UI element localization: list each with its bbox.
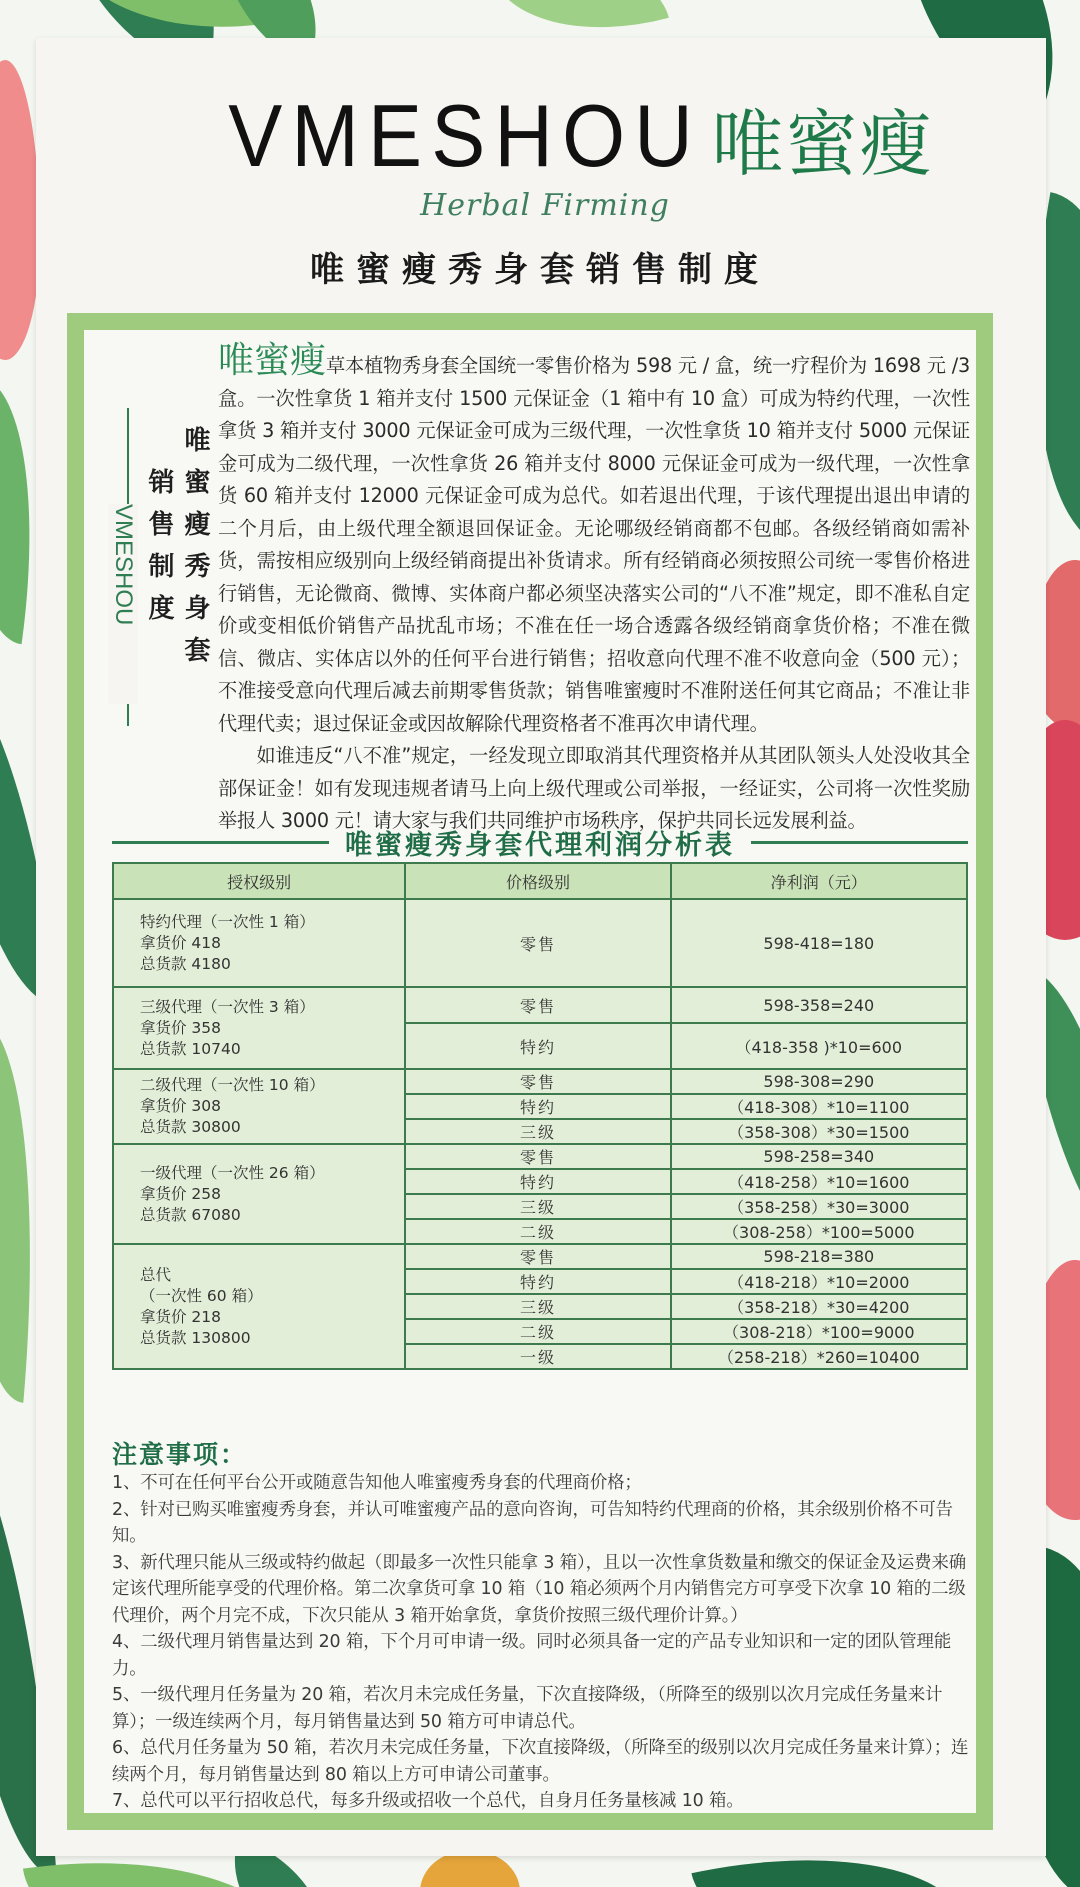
agent-level-line: 拿货价 308 (140, 1097, 222, 1115)
table-section-header (112, 820, 968, 864)
agent-level-cell (113, 1244, 405, 1369)
agent-level-line: 拿货价 418 (140, 933, 222, 952)
note-item: 7、总代可以平行招收总代，每多升级或招收一个总代，自身月任务量核减 10 箱。 (112, 1791, 744, 1811)
net-profit-cell: （358-218）*30=4200 (671, 1294, 967, 1319)
side-label-en: VMESHOU (108, 504, 138, 704)
price-tier-cell: 三级 (405, 1119, 670, 1144)
intro-paragraph-1: 草本植物秀身套全国统一零售价格为 598 元 / 盒，统一疗程价为 1698 元 /3 盒。一次性拿货 1 箱并支付 1500 元保证金（1 箱中有 10 盒）可成为特约代理，一次性拿货 3 箱并支付 3000 元保证金可成为三级代理，一次性拿货 10 箱并支付 5000 元保证金可成为二级代理，一次性拿货 26 箱并支付 8000 元保证金可成为一级代理，一次性拿货 60 箱并支付 12000 元保证金可成为总代。如若退出代理，于该代理提出退出申请的二个月后，由上级代理全额退回保证金。无论哪级经销商都不包邮。各级经销商如需补货，需按相应级别向上级经销商提出补货请求。所有经销商必须按照公司统一零售价格进行销售，无论微商、微博、实体商户都必须坚决落实公司的“八不准”规定，即不准私自定价或变相低价销售产品扰乱市场；不准在任一场合透露各级经销商拿货价格；不准在微信、微店、实体店以外的任何平台进行销售；招收意向代理不准不收意向金（500 元）；不准接受意向代理后减去前期零售货款；销售唯蜜瘦时不准附送任何其它商品；不准让非代理代卖；退过保证金或因故解除代理资格者不准再次申请代理。 (218, 354, 970, 735)
table-row (113, 1069, 967, 1094)
table-row (113, 987, 967, 1023)
net-profit-cell: 598-358=240 (671, 987, 967, 1023)
agent-level-line: 二级代理（一次性 10 箱） (140, 1076, 325, 1094)
agent-level-line: 总代 (140, 1265, 172, 1284)
column-header: 净利润（元） (671, 863, 967, 899)
agent-level-line: 总货款 67080 (140, 1205, 241, 1224)
net-profit-cell: （358-258）*30=3000 (671, 1194, 967, 1219)
table-row (113, 1144, 967, 1169)
agent-level-line: 三级代理（一次性 3 箱） (140, 997, 315, 1016)
note-item: 6、总代月任务量为 50 箱，若次月未完成任务量，下次直接降级，（所降至的级别以次月完成任务量来计算）；连续两个月，每月销售量达到 80 箱以上方可申请公司董事。 (112, 1738, 969, 1785)
price-tier-cell: 零售 (405, 1069, 670, 1094)
note-item: 5、一级代理月任务量为 20 箱，若次月未完成任务量，下次直接降级，（所降至的级别以次月完成任务量来计算）；一级连续两个月，每月销售量达到 50 箱方可申请总代。 (112, 1685, 943, 1732)
note-item: 1、不可在任何平台公开或随意告知他人唯蜜瘦秀身套的代理商价格； (112, 1473, 642, 1493)
column-header: 价格级别 (405, 863, 670, 899)
side-label-column-right: 唯蜜瘦秀身套 (180, 426, 210, 678)
side-label (108, 404, 218, 724)
price-tier-cell: 二级 (405, 1219, 670, 1244)
agent-level-line: 总货款 130800 (140, 1328, 251, 1347)
table-header-row (113, 863, 967, 899)
price-tier-cell: 一级 (405, 1344, 670, 1369)
price-tier-cell: 三级 (405, 1194, 670, 1219)
price-tier-cell: 零售 (405, 987, 670, 1023)
price-tier-cell: 零售 (405, 1244, 670, 1269)
note-item: 2、针对已购买唯蜜瘦秀身套，并认可唯蜜瘦产品的意向咨询，可告知特约代理商的价格，其余级别价格不可告知。 (112, 1499, 953, 1546)
brand-name-cn: 唯蜜瘦 (711, 102, 934, 186)
price-tier-cell: 零售 (405, 1144, 670, 1169)
agent-level-line: 总货款 4180 (140, 954, 231, 973)
flower-decoration (0, 60, 40, 360)
agent-level-cell (113, 1069, 405, 1144)
net-profit-cell: （258-218）*260=10400 (671, 1344, 967, 1369)
agent-level-line: 拿货价 358 (140, 1018, 222, 1037)
brand-logo (120, 86, 1000, 186)
agent-level-cell (113, 899, 405, 987)
agent-level-cell (113, 987, 405, 1069)
agent-level-line: 特约代理（一次性 1 箱） (140, 912, 315, 931)
notes-title: 注意事项： (112, 1440, 248, 1469)
brand-name-en: VMESHOU (227, 86, 702, 185)
table-row (113, 899, 967, 987)
price-tier-cell: 三级 (405, 1294, 670, 1319)
side-label-column-left: 销售制度 (144, 468, 174, 636)
intro-text (218, 340, 970, 838)
price-tier-cell: 特约 (405, 1023, 670, 1069)
net-profit-cell: （418-258）*10=1600 (671, 1169, 967, 1194)
agent-level-line: 总货款 10740 (140, 1039, 241, 1058)
price-tier-cell: 特约 (405, 1269, 670, 1294)
agent-level-line: 总货款 30800 (140, 1118, 241, 1136)
table-title: 唯蜜瘦秀身套代理利润分析表 (345, 829, 735, 861)
net-profit-cell: （308-258）*100=5000 (671, 1219, 967, 1244)
agent-level-cell (113, 1144, 405, 1244)
profit-table (112, 862, 968, 1370)
notes-section (112, 1440, 972, 1815)
intro-lead: 唯蜜瘦 (218, 340, 327, 381)
net-profit-cell: 598-258=340 (671, 1144, 967, 1169)
intro-paragraph-2: 如谁违反“八不准”规定，一经发现立即取消其代理资格并从其团队领头人处没收其全部保证金！如有发现违规者请马上向上级代理或公司举报，一经证实，公司将一次性奖励举报人 3000 元！请大家与我们共同维护市场秩序，保护共同长远发展利益。 (218, 744, 970, 832)
notes-list (112, 1470, 972, 1815)
price-tier-cell: 零售 (405, 899, 670, 987)
price-tier-cell: 特约 (405, 1094, 670, 1119)
note-item: 3、新代理只能从三级或特约做起（即最多一次性只能拿 3 箱），且以一次性拿货数量和缴交的保证金及运费来确定该代理所能享受的代理价格。第二次拿货可拿 10 箱（10 箱必须两个月内销售完方可享受下次拿 10 箱的二级代理价，两个月完不成，下次只能从 3 箱开始拿货，拿货价按照三级代理价计算。） (112, 1552, 967, 1626)
net-profit-cell: 598-308=290 (671, 1069, 967, 1094)
page-title: 唯蜜瘦秀身套销售制度 (310, 250, 770, 290)
net-profit-cell: （418-358 )*10=600 (671, 1023, 967, 1069)
profit-analysis-table (112, 862, 968, 1370)
agent-level-line: 拿货价 218 (140, 1307, 222, 1326)
price-tier-cell: 二级 (405, 1319, 670, 1344)
net-profit-cell: 598-218=380 (671, 1244, 967, 1269)
net-profit-cell: （358-308）*30=1500 (671, 1119, 967, 1144)
agent-level-line: （一次性 60 箱） (140, 1286, 263, 1305)
net-profit-cell: （418-218）*10=2000 (671, 1269, 967, 1294)
brand-tagline: Herbal Firming (420, 188, 670, 223)
column-header: 授权级别 (113, 863, 405, 899)
intro-paragraph (218, 340, 970, 740)
divider (112, 841, 329, 844)
net-profit-cell: （418-308）*10=1100 (671, 1094, 967, 1119)
table-row (113, 1244, 967, 1269)
divider (751, 841, 968, 844)
agent-level-line: 一级代理（一次性 26 箱） (140, 1163, 325, 1182)
note-item: 4、二级代理月销售量达到 20 箱，下个月可申请一级。同时必须具备一定的产品专业知识和一定的团队管理能力。 (112, 1632, 952, 1679)
agent-level-line: 拿货价 258 (140, 1184, 222, 1203)
net-profit-cell: 598-418=180 (671, 899, 967, 987)
price-tier-cell: 特约 (405, 1169, 670, 1194)
net-profit-cell: （308-218）*100=9000 (671, 1319, 967, 1344)
